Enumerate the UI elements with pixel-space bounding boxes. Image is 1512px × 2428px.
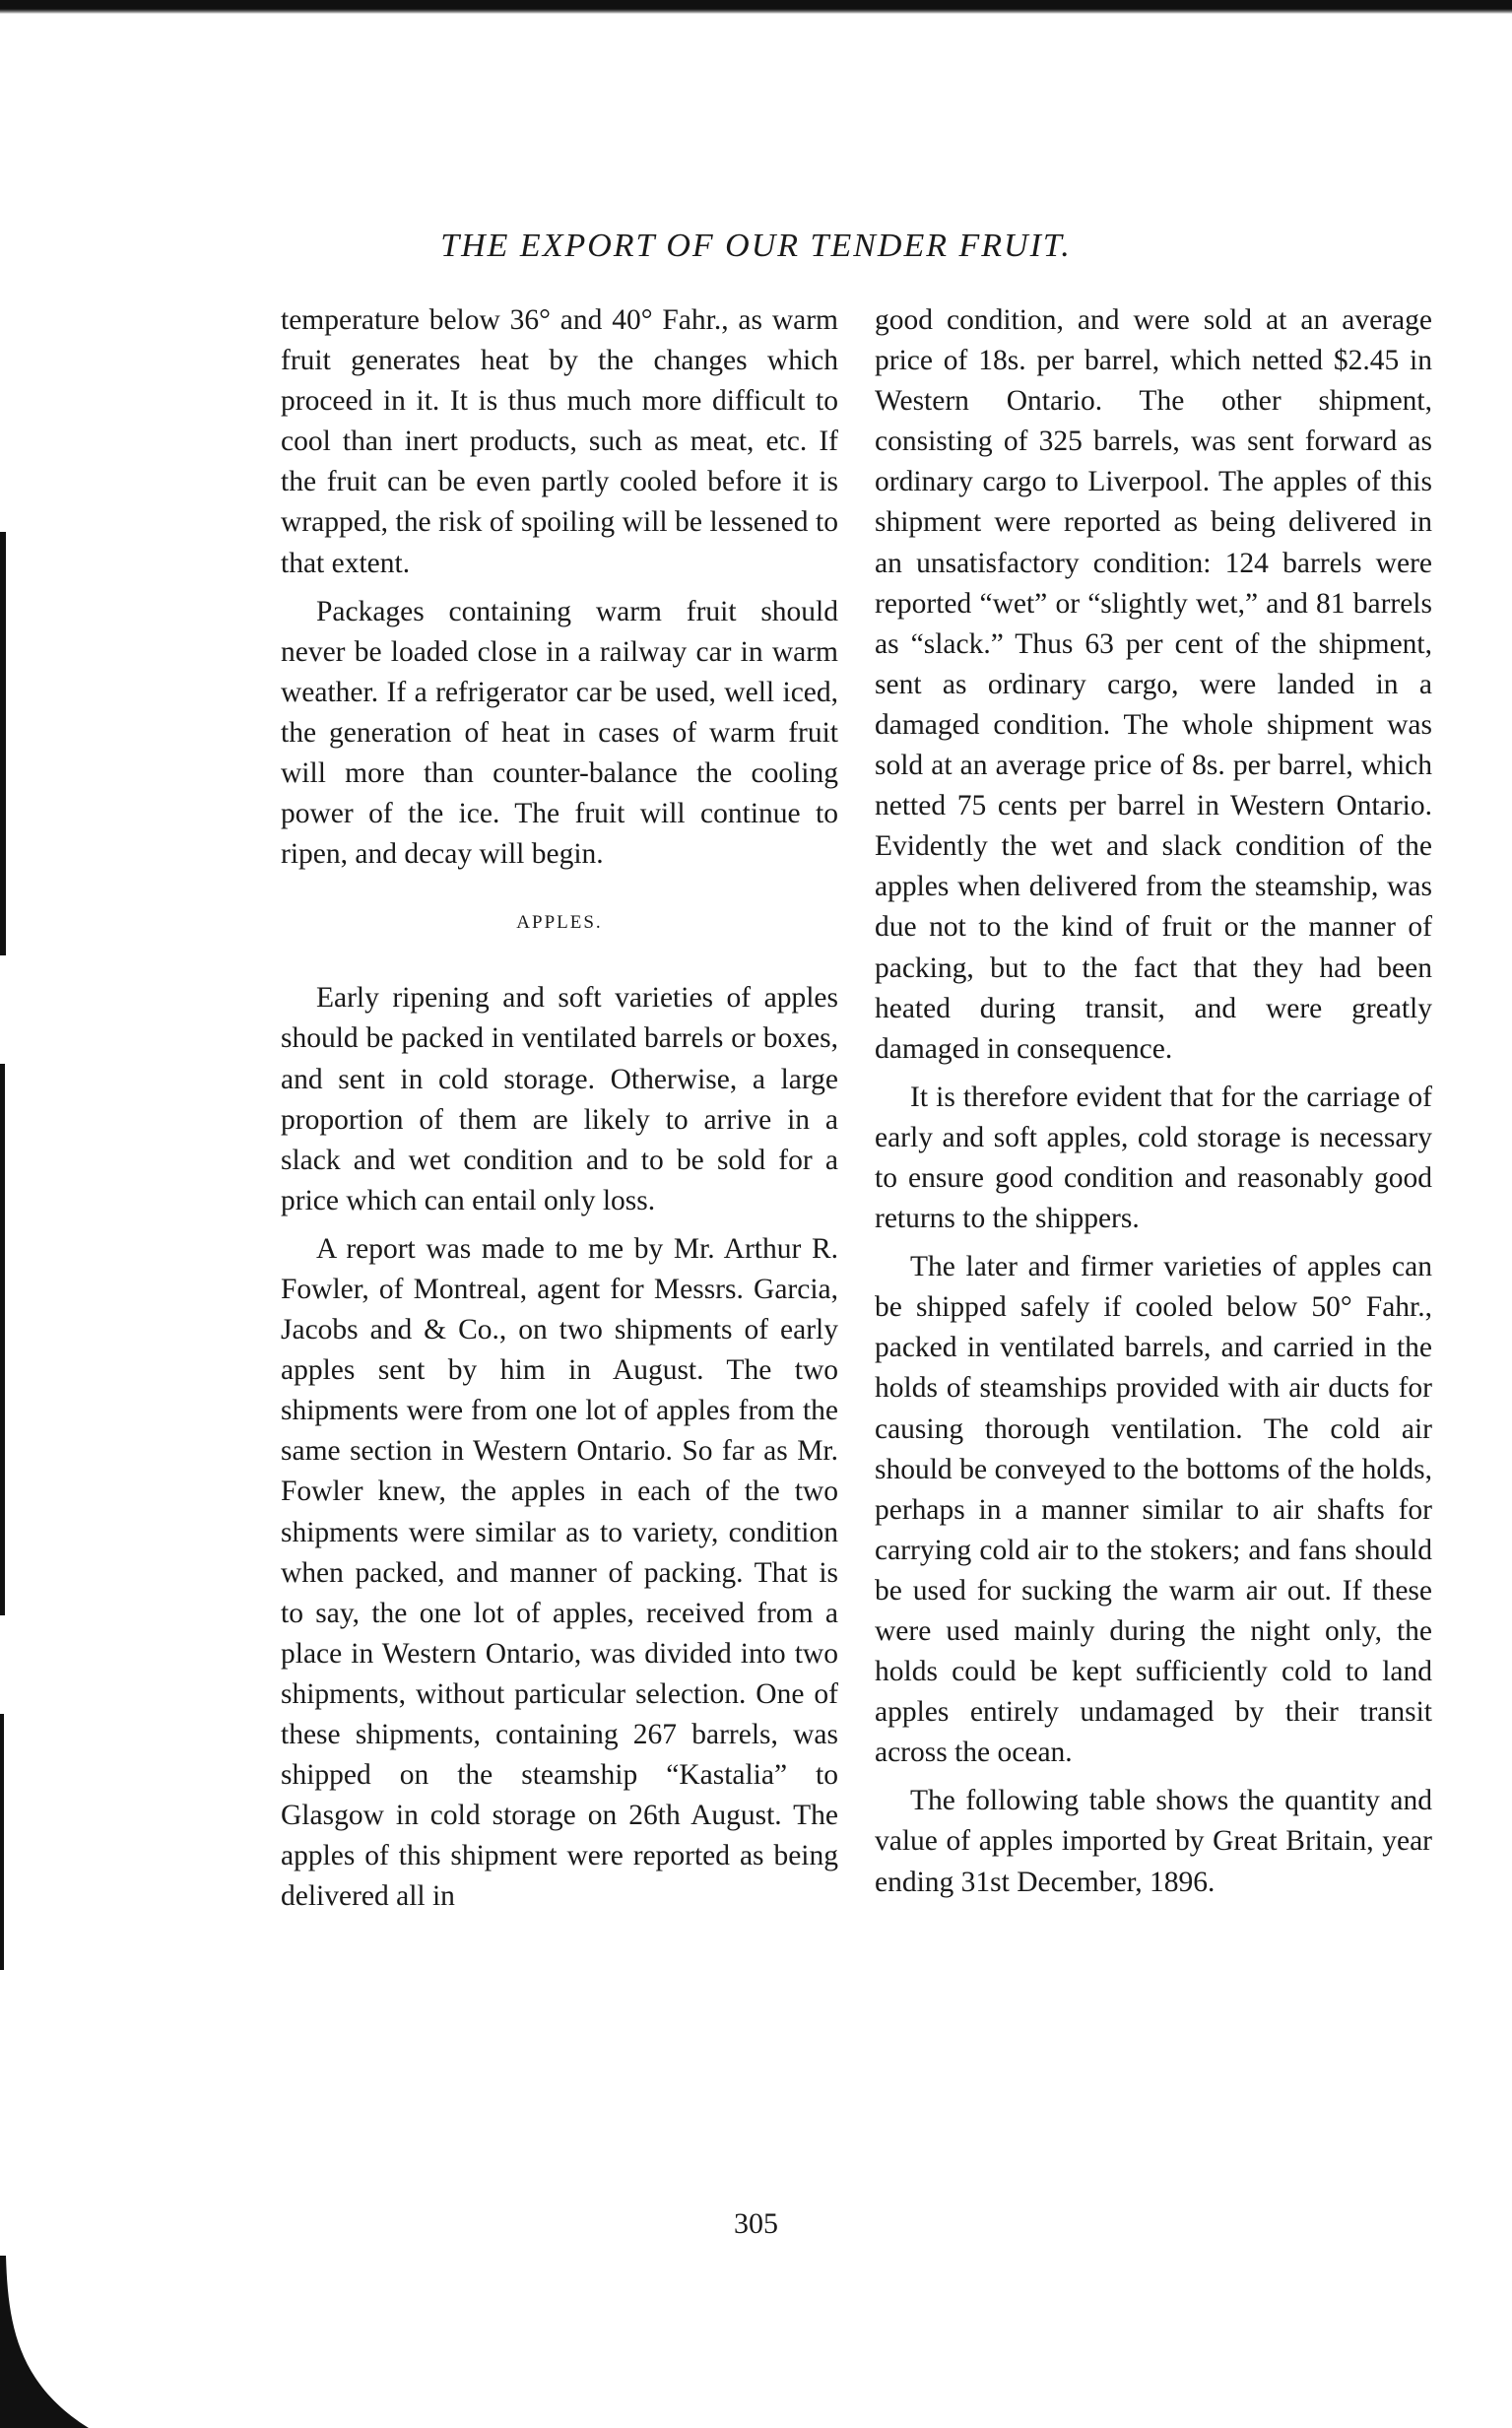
paragraph: A report was made to me by Mr. Arthur R. Fowler, of Montreal, agent for Messrs. Garcia, Jacobs and & Co., on two shipments of early apples sent by him in August. The two shipments were from one lot of apples from the same section in Western Ontario. So far as Mr. Fowler knew, the apples in each of the two shipments were similar as to variety, condition when packed, and manner of packing. That is to say, the one lot of apples, received from a place in Western Ontario, was divided into two shipments, without particular selection. One of these shipments, containing 267 barrels, was shipped on the steamship “Kastalia” to Glasgow in cold storage on 26th August. The apples of this shipment were reported as being delivered all in [281,1232,838,1913]
scan-left-edge-mark [0,1064,5,1615]
scan-left-edge-mark [0,1714,4,1970]
paragraph: The later and firmer varieties of apples can be shipped safely if cooled below 50° Fahr., packed in ventilated barrels, and carried in the holds of steamships provided with air ducts for causing thorough ventilation. The cold air should be conveyed to the bottoms of the holds, perhaps in a manner similar to air shafts for carrying cold air to the stokers; and fans should be used for sucking the warm air out. If these were used mainly during the night only, the holds could be kept sufficiently cold to land apples entirely undamaged by their transit across the ocean. [875,1251,1432,1769]
left-column [281,300,838,1925]
paragraph: Early ripening and soft varieties of apples should be packed in ventilated barrels or boxes, and sent in cold storage. Otherwise, a large proportion of them are likely to arrive in a slack and wet condition and to be sold for a price which can entail only loss. [281,982,838,1216]
paragraph: temperature below 36° and 40° Fahr., as warm fruit generates heat by the changes which proceed in it. It is thus much more difficult to cool than inert products, such as meat, etc. If the fruit can be even partly cooled before it is wrapped, the risk of spoiling will be lessened to that extent. [281,304,838,579]
page-number: 305 [734,2207,778,2240]
scan-left-edge-mark [0,532,6,955]
paragraph: Packages containing warm fruit should never be loaded close in a railway car in warm weather. If a refrigerator car be used, well iced, the generation of heat in cases of warm fruit will more than counter-balance the cooling power of the ice. The fruit will continue to ripen, and decay will begin. [281,595,838,871]
right-column [875,300,1432,1911]
scan-page-curl [0,2256,89,2428]
paragraph: good condition, and were sold at an average price of 18s. per barrel, which netted $2.45 in Western Ontario. The other shipment, consisting of 325 barrels, was sent forward as ordinary cargo to Liverpool. The apples of this shipment were reported as being delivered in an unsatisfactory condition: 124 barrels were reported “wet” or “slightly wet,” and 81 barrels as “slack.” Thus 63 per cent of the shipment, sent as ordinary cargo, were landed in a damaged condition. The whole shipment was sold at an average price of 8s. per barrel, which netted 75 cents per barrel in Western Ontario. Evidently the wet and slack condition of the apples when delivered from the steamship, was due not to the kind of fruit or the manner of packing, but to the fact that they had been heated during transit, and were greatly damaged in consequence. [875,304,1432,1065]
paragraph: The following table shows the quantity and value of apples imported by Great Britain, year ending 31st December, 1896. [875,1785,1432,1898]
paragraph: It is therefore evident that for the carriage of early and soft apples, cold storage is necessary to ensure good condition and reasonably good returns to the shippers. [875,1081,1432,1235]
section-heading: APPLES. [516,912,603,934]
running-head: THE EXPORT OF OUR TENDER FRUIT. [440,228,1072,264]
scan-top-border [0,0,1512,14]
